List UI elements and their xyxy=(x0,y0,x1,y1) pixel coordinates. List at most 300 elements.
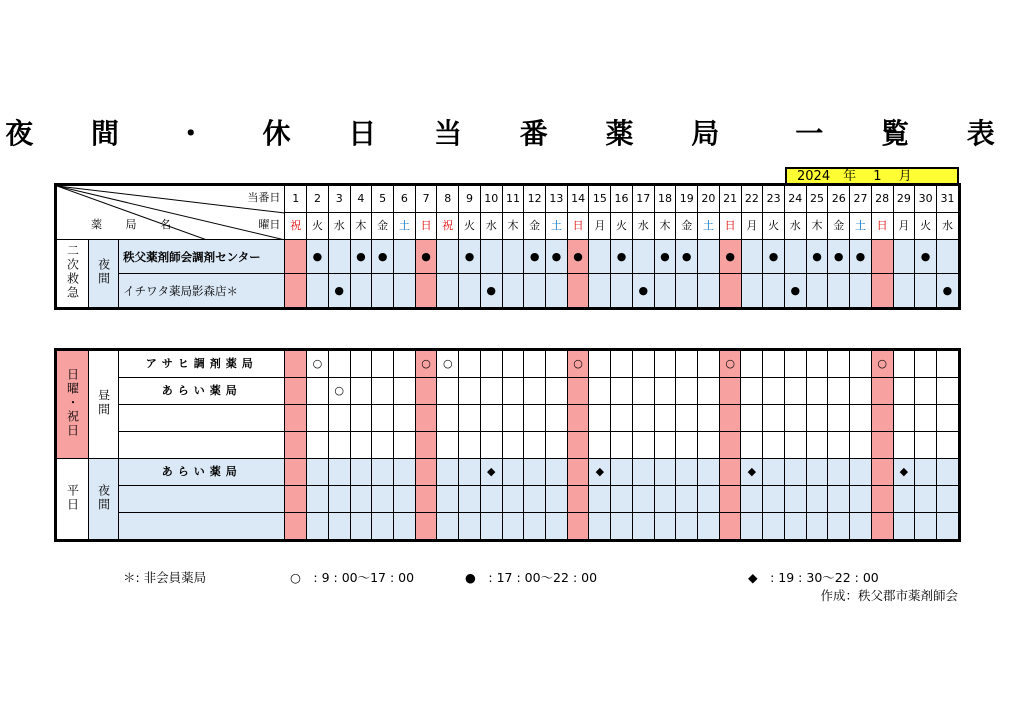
day-cell xyxy=(719,405,741,432)
day-cell xyxy=(763,513,785,540)
day-cell xyxy=(698,459,720,486)
day-cell: ● xyxy=(850,240,872,274)
pharmacy-name: あらい薬局 xyxy=(119,459,285,486)
day-number: 22 xyxy=(741,186,763,213)
day-cell xyxy=(676,513,698,540)
day-cell xyxy=(871,486,893,513)
night-emergency-table xyxy=(56,185,959,308)
pharmacy-name: イチワタ薬局影森店＊ xyxy=(119,274,285,308)
day-cell xyxy=(806,378,828,405)
day-cell xyxy=(654,459,676,486)
pharmacy-name: あらい薬局 xyxy=(119,378,285,405)
day-cell xyxy=(459,432,481,459)
day-cell xyxy=(524,351,546,378)
day-cell xyxy=(372,486,394,513)
day-cell xyxy=(372,351,394,378)
day-cell xyxy=(893,240,915,274)
day-cell xyxy=(480,432,502,459)
day-cell xyxy=(850,486,872,513)
day-cell xyxy=(502,274,524,308)
day-number: 16 xyxy=(611,186,633,213)
day-cell xyxy=(850,378,872,405)
day-cell: ● xyxy=(459,240,481,274)
day-cell xyxy=(437,240,459,274)
weekday-cell: 月 xyxy=(893,213,915,240)
day-cell xyxy=(328,240,350,274)
day-cell xyxy=(328,432,350,459)
day-cell: ● xyxy=(676,240,698,274)
day-cell xyxy=(502,486,524,513)
day-cell xyxy=(372,459,394,486)
period-text: 夜間 xyxy=(96,258,111,286)
day-cell xyxy=(741,351,763,378)
day-cell xyxy=(502,459,524,486)
day-cell xyxy=(328,513,350,540)
day-cell xyxy=(502,240,524,274)
day-cell xyxy=(567,378,589,405)
day-number: 30 xyxy=(915,186,937,213)
day-cell xyxy=(698,378,720,405)
day-cell xyxy=(459,486,481,513)
day-cell xyxy=(328,405,350,432)
header-corner xyxy=(57,186,285,240)
day-cell xyxy=(285,432,307,459)
day-cell xyxy=(806,513,828,540)
day-cell xyxy=(698,240,720,274)
day-cell xyxy=(285,459,307,486)
day-cell: ◆ xyxy=(589,459,611,486)
day-cell xyxy=(719,459,741,486)
day-cell xyxy=(654,351,676,378)
day-cell xyxy=(524,405,546,432)
day-cell xyxy=(871,378,893,405)
pharmacy-name xyxy=(119,486,285,513)
day-cell: ● xyxy=(480,274,502,308)
day-cell xyxy=(611,405,633,432)
day-cell: ● xyxy=(719,240,741,274)
day-cell xyxy=(415,378,437,405)
day-cell xyxy=(784,513,806,540)
day-cell xyxy=(632,486,654,513)
day-number: 23 xyxy=(763,186,785,213)
day-number: 28 xyxy=(871,186,893,213)
day-cell xyxy=(437,513,459,540)
page-title: 夜 間 ・ 休 日 当 番 薬 局 一 覧 表 xyxy=(5,117,1019,150)
day-cell xyxy=(936,378,958,405)
day-cell xyxy=(350,274,372,308)
day-cell xyxy=(546,405,568,432)
day-cell: ● xyxy=(828,240,850,274)
day-cell xyxy=(850,459,872,486)
day-cell xyxy=(372,405,394,432)
day-cell xyxy=(828,351,850,378)
holiday-weekday-table xyxy=(56,350,959,540)
day-cell: ● xyxy=(632,274,654,308)
day-cell xyxy=(611,274,633,308)
weekday-label: 曜日 xyxy=(258,218,281,231)
day-cell xyxy=(676,432,698,459)
day-cell xyxy=(828,378,850,405)
day-cell xyxy=(589,274,611,308)
day-cell xyxy=(459,459,481,486)
credit-text: 作成：秩父郡市薬剤師会 xyxy=(820,588,958,603)
day-cell xyxy=(915,274,937,308)
day-cell xyxy=(546,459,568,486)
day-cell xyxy=(632,405,654,432)
day-cell xyxy=(415,486,437,513)
pharmacy-name xyxy=(119,432,285,459)
day-number: 7 xyxy=(415,186,437,213)
day-cell xyxy=(632,240,654,274)
day-cell xyxy=(654,486,676,513)
day-number: 31 xyxy=(936,186,958,213)
day-cell: ● xyxy=(763,240,785,274)
legend-circle: ○ : 9 : 00～17 : 00 xyxy=(290,570,415,585)
day-cell: ◆ xyxy=(741,459,763,486)
day-cell xyxy=(806,486,828,513)
day-cell xyxy=(915,486,937,513)
period-text: 昼間 xyxy=(96,389,111,417)
day-cell xyxy=(893,405,915,432)
day-cell xyxy=(936,351,958,378)
day-cell xyxy=(763,274,785,308)
day-cell xyxy=(307,274,329,308)
day-cell xyxy=(654,405,676,432)
pharmacy-name: アサヒ調剤薬局 xyxy=(119,351,285,378)
day-number: 3 xyxy=(328,186,350,213)
day-cell xyxy=(806,432,828,459)
day-cell xyxy=(524,486,546,513)
day-cell xyxy=(546,378,568,405)
day-cell xyxy=(893,351,915,378)
day-cell xyxy=(589,405,611,432)
day-cell xyxy=(307,405,329,432)
day-cell xyxy=(741,513,763,540)
day-cell xyxy=(285,378,307,405)
weekday-cell: 水 xyxy=(480,213,502,240)
day-cell xyxy=(611,351,633,378)
weekday-cell: 水 xyxy=(784,213,806,240)
weekday-cell: 木 xyxy=(350,213,372,240)
day-cell xyxy=(307,459,329,486)
weekday-cell: 金 xyxy=(676,213,698,240)
day-cell xyxy=(654,274,676,308)
day-cell xyxy=(285,486,307,513)
day-cell xyxy=(915,405,937,432)
day-cell xyxy=(871,459,893,486)
day-cell xyxy=(393,459,415,486)
weekday-cell: 火 xyxy=(763,213,785,240)
day-cell xyxy=(763,405,785,432)
day-cell: ● xyxy=(350,240,372,274)
day-cell xyxy=(307,513,329,540)
weekday-cell: 火 xyxy=(459,213,481,240)
day-cell xyxy=(719,432,741,459)
day-cell xyxy=(459,274,481,308)
day-cell xyxy=(828,513,850,540)
day-cell xyxy=(437,378,459,405)
day-cell xyxy=(611,513,633,540)
day-number: 20 xyxy=(698,186,720,213)
weekday-cell: 祝 xyxy=(437,213,459,240)
day-cell xyxy=(546,486,568,513)
weekday-cell: 火 xyxy=(307,213,329,240)
day-cell: ● xyxy=(415,240,437,274)
day-cell xyxy=(524,274,546,308)
day-cell xyxy=(676,459,698,486)
day-cell xyxy=(480,378,502,405)
day-cell xyxy=(502,405,524,432)
day-number: 18 xyxy=(654,186,676,213)
day-cell xyxy=(784,240,806,274)
period-night xyxy=(89,240,119,308)
category-secondary-emergency xyxy=(57,240,89,308)
day-cell xyxy=(850,432,872,459)
day-cell xyxy=(285,240,307,274)
day-cell: ○ xyxy=(415,351,437,378)
day-cell xyxy=(350,459,372,486)
day-cell xyxy=(459,351,481,378)
day-cell xyxy=(915,513,937,540)
day-cell xyxy=(828,405,850,432)
day-cell xyxy=(393,513,415,540)
day-cell xyxy=(828,486,850,513)
weekday-cell: 水 xyxy=(936,213,958,240)
day-cell xyxy=(350,513,372,540)
weekday-cell: 日 xyxy=(415,213,437,240)
period-text: 夜間 xyxy=(96,483,111,512)
day-cell xyxy=(611,486,633,513)
day-cell xyxy=(350,486,372,513)
day-cell xyxy=(567,274,589,308)
year-month-label: 2024 年 1 月 xyxy=(785,167,959,185)
day-cell xyxy=(502,513,524,540)
day-cell xyxy=(524,513,546,540)
day-cell xyxy=(893,486,915,513)
day-cell xyxy=(307,486,329,513)
day-cell: ◆ xyxy=(480,459,502,486)
day-cell xyxy=(546,432,568,459)
day-cell xyxy=(415,405,437,432)
day-cell xyxy=(806,405,828,432)
day-cell xyxy=(871,513,893,540)
day-cell xyxy=(828,432,850,459)
legend-diamond: ◆ : 19 : 30～22 : 00 xyxy=(748,570,879,585)
pharmacy-name-label: 薬 局 名 xyxy=(91,218,181,231)
weekday-cell: 金 xyxy=(372,213,394,240)
day-cell xyxy=(741,274,763,308)
day-cell xyxy=(437,432,459,459)
day-cell xyxy=(524,432,546,459)
day-cell xyxy=(524,459,546,486)
day-cell: ● xyxy=(806,240,828,274)
day-cell xyxy=(784,378,806,405)
day-cell xyxy=(589,486,611,513)
day-cell xyxy=(936,240,958,274)
day-cell xyxy=(372,432,394,459)
day-cell xyxy=(850,274,872,308)
day-number: 9 xyxy=(459,186,481,213)
day-cell: ○ xyxy=(871,351,893,378)
day-number: 5 xyxy=(372,186,394,213)
day-cell xyxy=(698,513,720,540)
day-cell xyxy=(632,351,654,378)
day-cell: ◆ xyxy=(893,459,915,486)
day-cell xyxy=(480,513,502,540)
day-number: 15 xyxy=(589,186,611,213)
weekday-cell: 金 xyxy=(524,213,546,240)
period-daytime xyxy=(89,351,119,459)
day-cell xyxy=(285,274,307,308)
day-cell xyxy=(611,432,633,459)
day-number: 2 xyxy=(307,186,329,213)
day-cell xyxy=(676,405,698,432)
day-cell xyxy=(350,405,372,432)
day-cell xyxy=(546,513,568,540)
day-cell xyxy=(936,513,958,540)
day-cell xyxy=(741,240,763,274)
weekday-cell: 土 xyxy=(394,213,416,240)
day-cell: ● xyxy=(372,240,394,274)
day-cell: ● xyxy=(654,240,676,274)
day-cell: ● xyxy=(546,240,568,274)
day-cell xyxy=(632,459,654,486)
day-cell xyxy=(611,459,633,486)
day-cell xyxy=(393,486,415,513)
day-number: 25 xyxy=(806,186,828,213)
day-cell xyxy=(285,405,307,432)
day-cell xyxy=(763,351,785,378)
day-cell xyxy=(632,513,654,540)
weekday-cell: 金 xyxy=(828,213,850,240)
day-number: 8 xyxy=(437,186,459,213)
day-cell xyxy=(741,432,763,459)
weekday-cell: 土 xyxy=(546,213,568,240)
day-cell xyxy=(611,378,633,405)
day-number: 10 xyxy=(480,186,502,213)
day-cell xyxy=(350,432,372,459)
day-cell: ● xyxy=(524,240,546,274)
pharmacy-name xyxy=(119,513,285,540)
weekday-cell: 水 xyxy=(328,213,350,240)
day-cell: ○ xyxy=(567,351,589,378)
day-cell xyxy=(806,459,828,486)
day-cell: ○ xyxy=(719,351,741,378)
day-cell xyxy=(459,378,481,405)
day-cell xyxy=(719,486,741,513)
day-cell xyxy=(676,486,698,513)
day-number: 19 xyxy=(676,186,698,213)
day-number: 11 xyxy=(502,186,524,213)
day-cell xyxy=(372,378,394,405)
day-cell xyxy=(546,351,568,378)
day-cell xyxy=(567,486,589,513)
day-cell xyxy=(393,405,415,432)
day-cell xyxy=(394,274,416,308)
legend-dot: ● : 17 : 00～22 : 00 xyxy=(465,570,598,585)
day-cell xyxy=(784,432,806,459)
category-text: 二次救急 xyxy=(65,244,80,300)
day-cell xyxy=(828,274,850,308)
weekday-cell: 月 xyxy=(741,213,763,240)
day-cell xyxy=(307,378,329,405)
day-cell: ● xyxy=(328,274,350,308)
day-cell xyxy=(589,513,611,540)
day-cell: ● xyxy=(611,240,633,274)
weekday-cell: 水 xyxy=(632,213,654,240)
period-night xyxy=(89,459,119,540)
weekday-cell: 土 xyxy=(850,213,872,240)
weekday-cell: 日 xyxy=(719,213,741,240)
day-cell xyxy=(459,405,481,432)
day-cell xyxy=(394,240,416,274)
day-cell xyxy=(589,432,611,459)
day-cell xyxy=(850,351,872,378)
weekday-cell: 木 xyxy=(502,213,524,240)
day-cell xyxy=(567,432,589,459)
day-cell: ● xyxy=(936,274,958,308)
day-cell xyxy=(871,274,893,308)
day-number: 14 xyxy=(567,186,589,213)
day-cell xyxy=(502,351,524,378)
day-cell xyxy=(480,351,502,378)
day-cell xyxy=(936,486,958,513)
day-cell xyxy=(654,378,676,405)
day-cell: ● xyxy=(784,274,806,308)
weekday-cell: 月 xyxy=(589,213,611,240)
day-number: 24 xyxy=(784,186,806,213)
day-cell: ● xyxy=(915,240,937,274)
day-cell xyxy=(915,378,937,405)
day-cell xyxy=(719,513,741,540)
weekday-cell: 火 xyxy=(611,213,633,240)
day-cell xyxy=(698,432,720,459)
day-cell xyxy=(806,274,828,308)
day-cell: ○ xyxy=(307,351,329,378)
duty-day-label: 当番日 xyxy=(247,191,281,204)
day-cell xyxy=(741,486,763,513)
day-cell xyxy=(285,513,307,540)
day-number: 21 xyxy=(719,186,741,213)
day-cell xyxy=(936,459,958,486)
day-cell xyxy=(784,351,806,378)
day-cell xyxy=(719,274,741,308)
day-cell xyxy=(741,405,763,432)
day-cell: ● xyxy=(567,240,589,274)
day-cell xyxy=(437,274,459,308)
day-cell xyxy=(437,405,459,432)
day-cell xyxy=(415,432,437,459)
legend-non-member: ＊: 非会員薬局 xyxy=(123,570,207,585)
day-cell xyxy=(589,351,611,378)
day-cell xyxy=(480,486,502,513)
category-text: 平日 xyxy=(65,483,80,512)
day-cell xyxy=(784,405,806,432)
day-cell xyxy=(915,459,937,486)
day-number: 13 xyxy=(546,186,568,213)
day-cell xyxy=(741,378,763,405)
day-cell xyxy=(632,378,654,405)
day-cell xyxy=(936,432,958,459)
weekday-cell: 木 xyxy=(806,213,828,240)
day-cell xyxy=(676,351,698,378)
day-cell xyxy=(915,432,937,459)
weekday-cell: 祝 xyxy=(285,213,307,240)
day-cell xyxy=(763,459,785,486)
day-cell xyxy=(350,351,372,378)
day-cell xyxy=(828,459,850,486)
day-cell xyxy=(893,378,915,405)
